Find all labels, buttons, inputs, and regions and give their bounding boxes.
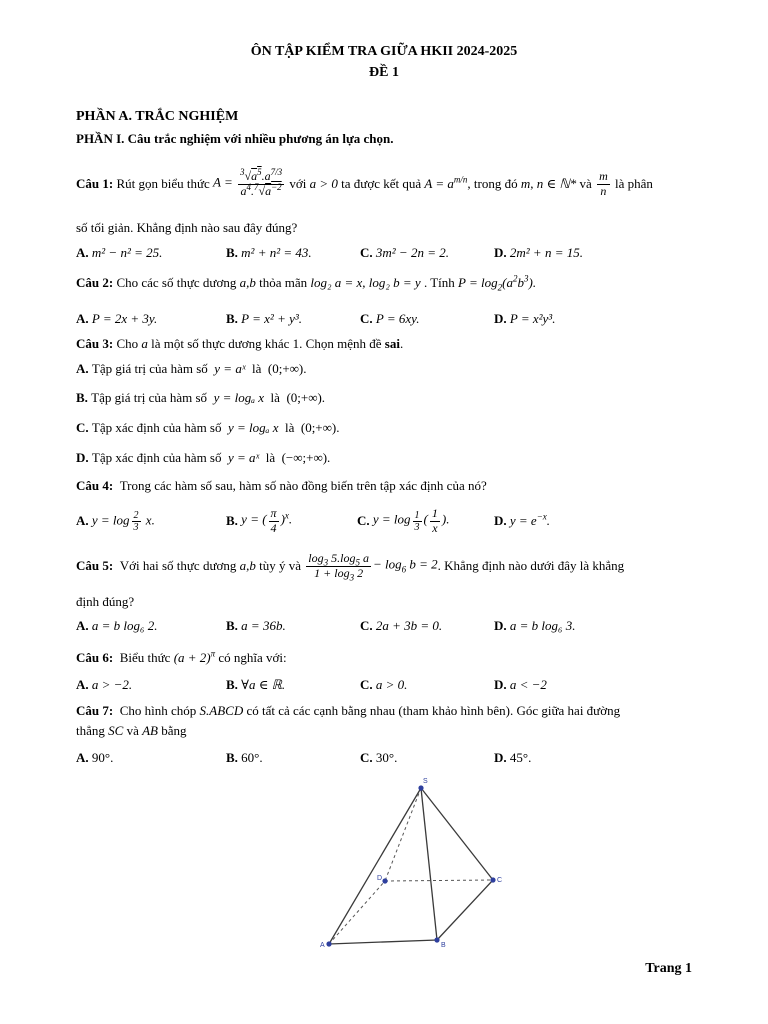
edge-sd bbox=[385, 788, 421, 881]
point-a bbox=[326, 941, 331, 946]
question-6-label: Câu 6: bbox=[76, 650, 114, 665]
q5-answer-a[interactable]: A. a = b log₆ 2. bbox=[76, 618, 158, 633]
q6-answer-c[interactable]: C. a > 0. bbox=[360, 677, 408, 692]
edge-ab bbox=[329, 940, 437, 944]
label-a: A bbox=[320, 942, 325, 949]
q1-expression: A = $\frac{^3√a^5.a^{7/3}}{a^4.^7√a^{-2}}$ bbox=[213, 167, 283, 198]
label-c: C bbox=[497, 877, 503, 884]
document-title: ÔN TẬP KIỂM TRA GIỮA HKII 2024-2025 bbox=[250, 44, 518, 59]
q3-option-b[interactable]: B. Tập giá trị của hàm số y = logₐ x là (0;+∞). bbox=[76, 390, 326, 405]
question-6-line: Câu 6: Biểu thức $(a + 2)^\pi$ có nghĩa với: bbox=[76, 648, 287, 665]
q5-answer-d[interactable]: D. a = b log₆ 3. bbox=[494, 618, 576, 633]
q2-answer-c[interactable]: C. P = 6xy. bbox=[360, 311, 420, 326]
question-2-line: Câu 2: Cho các số thực dương a,b thỏa mãn log₂ a = x, log₂ b = y . Tính $P = \log_2(a^2b^3)$. bbox=[76, 273, 537, 293]
question-3-label: Câu 3: bbox=[76, 336, 114, 351]
q4-answer-b[interactable]: B. y = ( $\frac{\pi}{4}$ )$^x$. bbox=[226, 506, 293, 535]
q1-answer-c[interactable]: C. 3m² − 2n = 2. bbox=[360, 245, 449, 260]
question-1-line-2: số tối giản. Khẳng định nào sau đây đúng? bbox=[76, 220, 298, 235]
q7-answer-b[interactable]: B. 60°. bbox=[226, 750, 263, 765]
section-part-a: PHẦN A. TRẮC NGHIỆM bbox=[76, 109, 239, 124]
point-d bbox=[382, 878, 387, 883]
edge-bc bbox=[437, 880, 493, 940]
edge-ad bbox=[329, 881, 385, 944]
q2-answer-b[interactable]: B. P = x² + y³. bbox=[226, 311, 303, 326]
q6-answer-a[interactable]: A. a > −2. bbox=[76, 677, 133, 692]
q3-option-d[interactable]: D. Tập xác định của hàm số y = aˣ là (−∞;+∞). bbox=[76, 450, 331, 465]
q5-answer-b[interactable]: B. a = 36b. bbox=[226, 618, 286, 633]
label-d: D bbox=[377, 875, 383, 882]
pyramid-figure bbox=[300, 770, 520, 955]
q3-option-c[interactable]: C. Tập xác định của hàm số y = logₐ x là (0;+∞). bbox=[76, 420, 340, 435]
question-5-line-2: định đúng? bbox=[76, 594, 135, 609]
q1-answer-d[interactable]: D. 2m² + n = 15. bbox=[494, 245, 583, 260]
q7-answer-d[interactable]: D. 45°. bbox=[494, 750, 532, 765]
question-7-label: Câu 7: bbox=[76, 703, 114, 718]
question-7-line-2: thẳng SC và AB bằng bbox=[76, 723, 187, 738]
q1-answer-b[interactable]: B. m² + n² = 43. bbox=[226, 245, 312, 260]
label-s: S bbox=[423, 778, 428, 785]
document-subtitle: ĐỀ 1 bbox=[369, 65, 399, 80]
question-1-line-1: Câu 1: Rút gọn biểu thức A = $\frac{^3√a^5.a^{7/3}}{a^4.^7√a^{-2}}$ với a > 0 ta được kết quả $A = a^{m/n}$ , trong đó m , n ∈ ℕ* và $\frac{m}{n}$ là phân bbox=[76, 167, 653, 198]
question-7-line-1: Câu 7: Cho hình chóp S.ABCD có tất cả các cạnh bằng nhau (tham khảo hình bên). Góc giữa hai đường bbox=[76, 703, 621, 718]
question-1-label: Câu 1: bbox=[76, 176, 114, 191]
label-b: B bbox=[441, 942, 446, 949]
question-4-label: Câu 4: bbox=[76, 478, 114, 493]
q4-answer-a[interactable]: A. y = log $\frac{2}{3}$ x. bbox=[76, 509, 155, 533]
edge-dc bbox=[385, 880, 493, 881]
question-5-line-1: Câu 5: Với hai số thực dương a,b tùy ý và $\frac{\log_3 5.\log_5 a}{1 + \log_3 2}$ − $\log_6 b = 2$ . Khẳng định nào dưới đây là khẳng bbox=[76, 551, 625, 582]
q2-answer-d[interactable]: D. P = x²y³. bbox=[494, 311, 556, 326]
point-c bbox=[490, 877, 495, 882]
q2-answer-a[interactable]: A. P = 2x + 3y. bbox=[76, 311, 158, 326]
edge-sc bbox=[421, 788, 493, 880]
edge-sa bbox=[329, 788, 421, 944]
q5-answer-c[interactable]: C. 2a + 3b = 0. bbox=[360, 618, 443, 633]
q7-answer-c[interactable]: C. 30°. bbox=[360, 750, 398, 765]
q7-answer-a[interactable]: A. 90°. bbox=[76, 750, 114, 765]
point-s bbox=[418, 785, 423, 790]
edge-sb bbox=[421, 788, 437, 940]
question-3-line: Câu 3: Cho a là một số thực dương khác 1. Chọn mệnh đề sai. bbox=[76, 336, 404, 351]
section-part-1: PHẦN I. Câu trắc nghiệm với nhiều phương án lựa chọn. bbox=[76, 131, 394, 146]
q6-answer-b[interactable]: B. ∀a ∈ ℝ. bbox=[226, 677, 286, 692]
q1-answer-a[interactable]: A. m² − n² = 25. bbox=[76, 245, 163, 260]
q6-answer-d[interactable]: D. a < −2 bbox=[494, 677, 547, 692]
q4-answer-c[interactable]: C. y = log $\frac{1}{3}$ ( $\frac{1}{x}$ ). bbox=[357, 506, 450, 535]
question-2-label: Câu 2: bbox=[76, 275, 114, 290]
page-number: Trang 1 bbox=[645, 961, 692, 976]
q5-expression: $\frac{\log_3 5.\log_5 a}{1 + \log_3 2}$ − $\log_6 b = 2$ bbox=[308, 551, 438, 582]
question-4-line: Câu 4: Trong các hàm số sau, hàm số nào đồng biến trên tập xác định của nó? bbox=[76, 478, 487, 493]
question-5-label: Câu 5: bbox=[76, 558, 114, 573]
q3-option-a[interactable]: A. Tập giá trị của hàm số y = aˣ là (0;+∞). bbox=[76, 361, 307, 376]
q4-answer-d[interactable]: D. $y = e^{-x}$. bbox=[494, 511, 551, 528]
point-b bbox=[434, 937, 439, 942]
